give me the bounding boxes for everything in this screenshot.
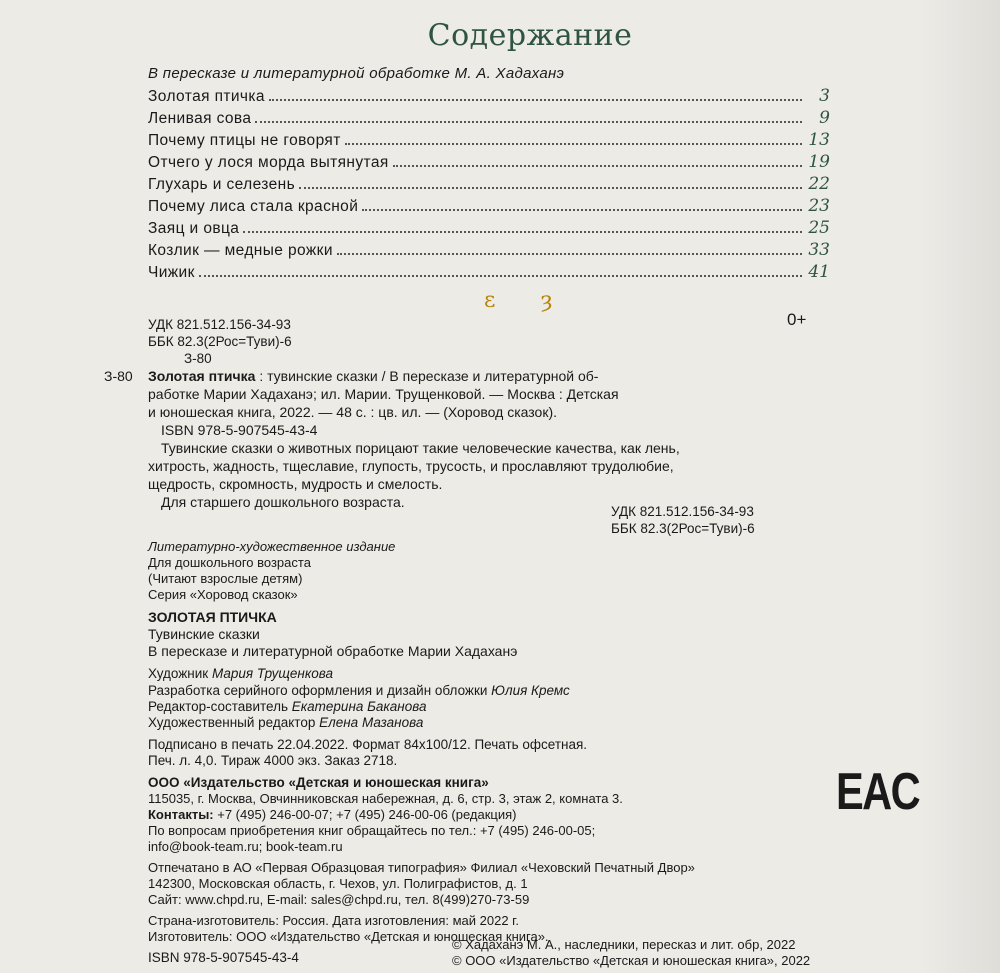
toc-leader bbox=[299, 187, 802, 189]
eac-mark: EAC bbox=[836, 763, 920, 821]
toc-title: Содержание bbox=[427, 18, 633, 53]
toc-item-label: Золотая птичка bbox=[148, 88, 269, 106]
toc-item-page: 23 bbox=[808, 196, 830, 216]
toc-item-page: 25 bbox=[808, 218, 830, 238]
toc-item bbox=[148, 172, 830, 194]
design-credit bbox=[148, 683, 570, 698]
udk-right: УДК 821.512.156-34-93 bbox=[611, 504, 754, 519]
imprint-isbn: ISBN 978-5-907545-43-4 bbox=[148, 950, 299, 965]
artist-label: Художник bbox=[148, 666, 212, 681]
biblio-desc-1: : тувинские сказки / В пересказе и литературной об- bbox=[255, 368, 599, 384]
toc-item-label: Почему птицы не говорят bbox=[148, 132, 345, 150]
manufacturer: Изготовитель: ООО «Издательство «Детская и юношеская книга». bbox=[148, 929, 549, 944]
biblio-line-1 bbox=[148, 368, 598, 384]
toc-item-page: 13 bbox=[808, 130, 830, 150]
printer-2: 142300, Московская область, г. Чехов, ул. Полиграфистов, д. 1 bbox=[148, 876, 528, 891]
annotation-3: щедрость, скромность, мудрость и смелость. bbox=[148, 476, 443, 492]
catalog-code: З-80 bbox=[104, 368, 133, 384]
toc-leader bbox=[362, 209, 802, 211]
country-of-origin: Страна-изготовитель: Россия. Дата изготовления: май 2022 г. bbox=[148, 913, 519, 928]
print-info-1: Подписано в печать 22.04.2022. Формат 84х100/12. Печать офсетная. bbox=[148, 737, 588, 752]
toc-item bbox=[148, 216, 830, 238]
toc-leader bbox=[337, 253, 802, 255]
toc-item-page: 33 bbox=[808, 240, 830, 260]
edition-type: Литературно-художественное издание bbox=[148, 539, 396, 554]
toc-leader bbox=[255, 121, 802, 123]
age-rating: 0+ bbox=[787, 310, 807, 329]
reading-note: (Читают взрослые детям) bbox=[148, 571, 303, 586]
toc-item-page: 9 bbox=[819, 108, 830, 128]
copyright-1: © Хадаханэ М. А., наследники, пересказ и лит. обр, 2022 bbox=[452, 937, 796, 952]
printer-1: Отпечатано в АО «Первая Образцовая типография» Филиал «Чеховский Печатный Двор» bbox=[148, 860, 695, 875]
toc-item-label: Козлик — медные рожки bbox=[148, 242, 337, 260]
toc-item-label: Почему лиса стала красной bbox=[148, 198, 362, 216]
annotation-2: хитрость, жадность, тщеславие, глупость, трусость, и прославляют трудолюбие, bbox=[148, 458, 674, 474]
toc-item-label: Глухарь и селезень bbox=[148, 176, 299, 194]
artist-credit bbox=[148, 666, 333, 681]
toc-item-page: 19 bbox=[808, 152, 830, 172]
biblio-desc-3: и юношеская книга, 2022. — 48 с. : цв. ил. — (Хоровод сказок). bbox=[148, 404, 558, 420]
print-info-2: Печ. л. 4,0. Тираж 4000 экз. Заказ 2718. bbox=[148, 753, 398, 768]
art-editor-name: Елена Мазанова bbox=[319, 715, 424, 730]
audience: Для старшего дошкольного возраста. bbox=[161, 494, 405, 510]
toc-item bbox=[148, 150, 830, 172]
bbk: ББК 82.3(2Рос=Туви)-6 bbox=[148, 334, 292, 349]
editor-credit bbox=[148, 699, 427, 714]
toc-item-label: Чижик bbox=[148, 264, 199, 282]
art-editor-label: Художественный редактор bbox=[148, 715, 320, 730]
contacts bbox=[148, 807, 517, 822]
toc-leader bbox=[345, 143, 802, 145]
design-name: Юлия Кремс bbox=[491, 683, 570, 698]
toc-item-page: 3 bbox=[819, 86, 830, 106]
editor-label: Редактор-составитель bbox=[148, 699, 292, 714]
toc-item-page: 41 bbox=[808, 262, 830, 282]
biblio-desc-2: работке Марии Хадаханэ; ил. Марии. Трущенковой. — Москва : Детская bbox=[148, 386, 619, 402]
toc-item bbox=[148, 260, 830, 282]
purchase-info: По вопросам приобретения книг обращайтесь по тел.: +7 (495) 246-00-05; bbox=[148, 823, 596, 838]
toc-item-label: Заяц и овца bbox=[148, 220, 243, 238]
toc-subtitle: В пересказе и литературной обработке М. А. Хадаханэ bbox=[148, 65, 565, 82]
copyright-2: © ООО «Издательство «Детская и юношеская книга», 2022 bbox=[452, 953, 811, 968]
page-shadow bbox=[920, 0, 1000, 973]
imprint-title: ЗОЛОТАЯ ПТИЧКА bbox=[148, 609, 277, 625]
imprint-subtitle: Тувинские сказки bbox=[148, 626, 260, 642]
udk: УДК 821.512.156-34-93 bbox=[148, 317, 291, 332]
publisher-name: ООО «Издательство «Детская и юношеская книга» bbox=[148, 775, 489, 790]
artist-name: Мария Трущенкова bbox=[211, 666, 333, 681]
table-of-contents bbox=[148, 84, 830, 282]
toc-item bbox=[148, 238, 830, 260]
bbk-right: ББК 82.3(2Рос=Туви)-6 bbox=[611, 521, 755, 536]
toc-item-page: 22 bbox=[808, 174, 830, 194]
toc-item bbox=[148, 128, 830, 150]
book-title-bold: Золотая птичка bbox=[148, 368, 256, 384]
toc-leader bbox=[393, 165, 802, 167]
printer-3: Сайт: www.chpd.ru, E-mail: sales@chpd.ru, тел. 8(499)270-73-59 bbox=[148, 892, 530, 907]
editor-name: Екатерина Баканова bbox=[291, 699, 427, 714]
ornament-right-icon: ȝ bbox=[541, 288, 553, 313]
imprint-retelling: В пересказе и литературной обработке Марии Хадаханэ bbox=[148, 643, 518, 659]
toc-item-label: Отчего у лося морда вытянутая bbox=[148, 154, 393, 172]
art-editor-credit bbox=[148, 715, 423, 730]
toc-item bbox=[148, 84, 830, 106]
author-sign: З-80 bbox=[184, 351, 212, 366]
publisher-emails: info@book-team.ru; book-team.ru bbox=[148, 839, 343, 854]
toc-item bbox=[148, 106, 830, 128]
contacts-phones: +7 (495) 246-00-07; +7 (495) 246-00-06 (редакция) bbox=[213, 807, 517, 822]
age-group: Для дошкольного возраста bbox=[148, 555, 311, 570]
toc-item bbox=[148, 194, 830, 216]
design-label: Разработка серийного оформления и дизайн обложки bbox=[148, 683, 492, 698]
publisher-address: 115035, г. Москва, Овчинниковская набережная, д. 6, стр. 3, этаж 2, комната 3. bbox=[148, 791, 623, 806]
biblio-isbn: ISBN 978-5-907545-43-4 bbox=[161, 422, 318, 438]
toc-item-label: Ленивая сова bbox=[148, 110, 255, 128]
series: Серия «Хоровод сказок» bbox=[148, 587, 298, 602]
contacts-label: Контакты: bbox=[148, 807, 214, 822]
ornament-left-icon: ɛ bbox=[484, 288, 496, 313]
toc-leader bbox=[199, 275, 802, 277]
toc-leader bbox=[269, 99, 802, 101]
annotation-1: Тувинские сказки о животных порицают такие человеческие качества, как лень, bbox=[161, 440, 680, 456]
toc-leader bbox=[243, 231, 802, 233]
